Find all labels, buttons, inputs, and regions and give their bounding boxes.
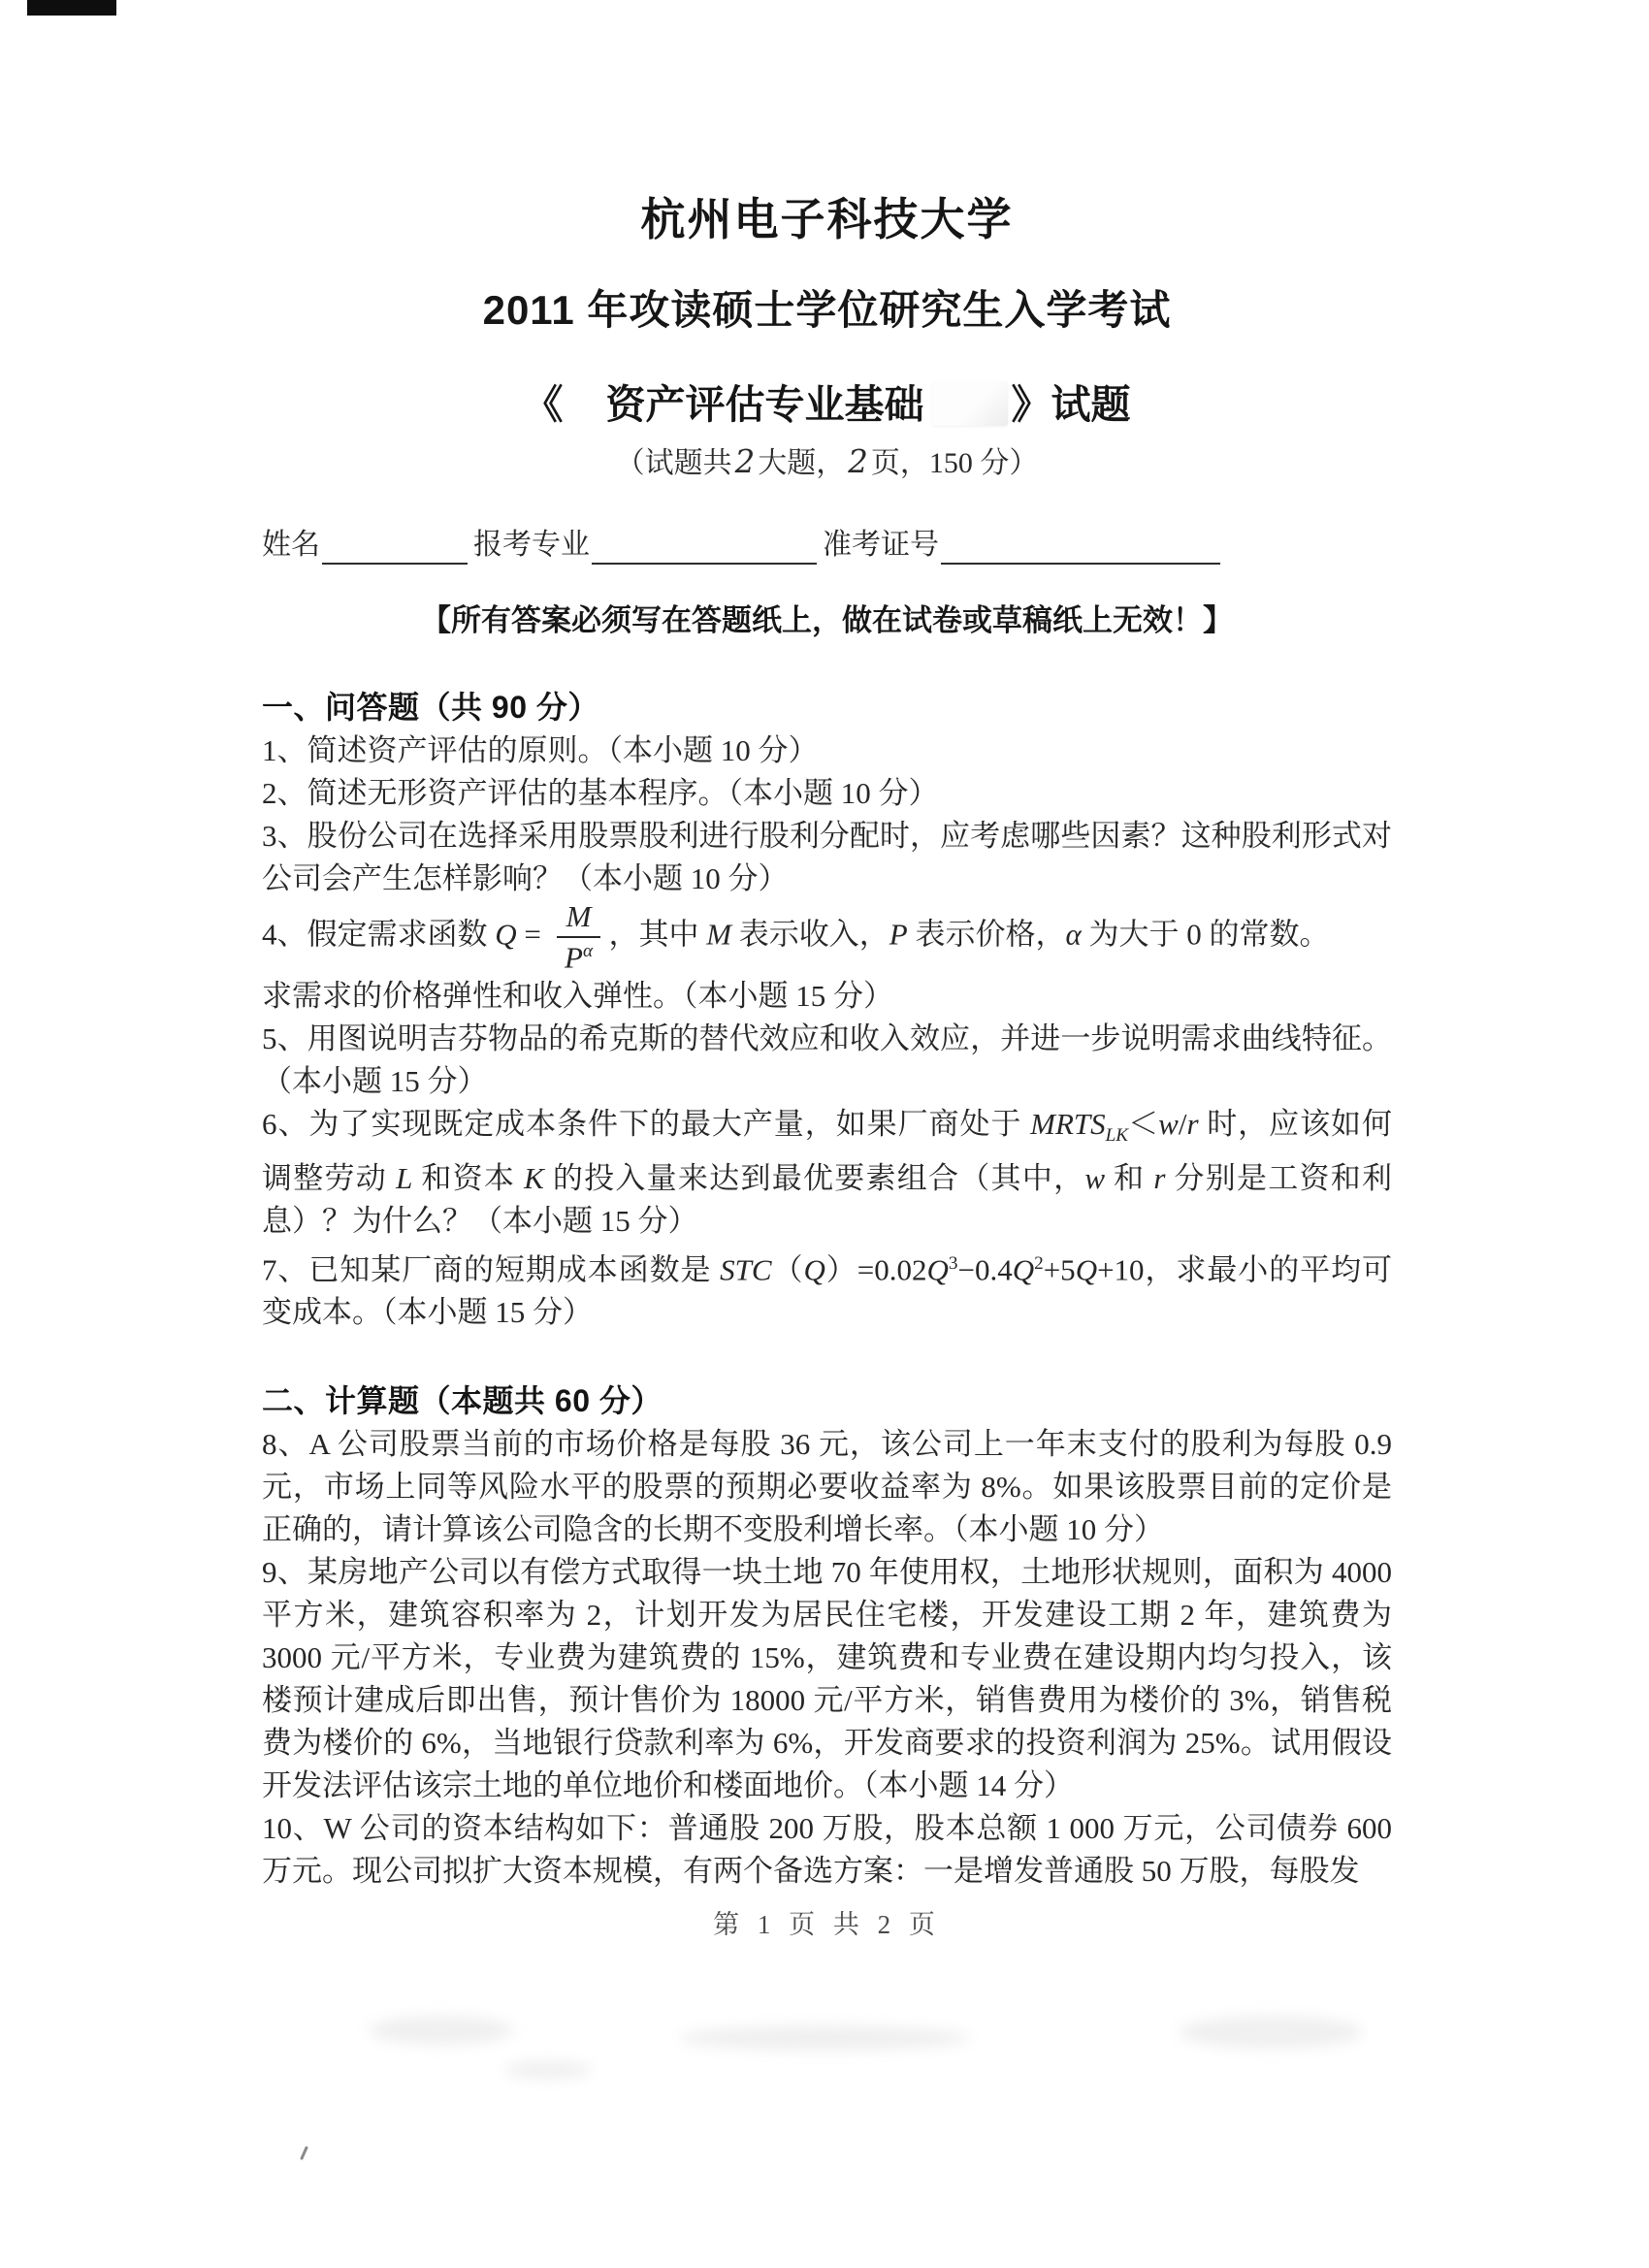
question-9: 9、某房地产公司以有偿方式取得一块土地 70 年使用权，土地形状规则，面积为 4000 平方米，建筑容积率为 2，计划开发为居民住宅楼，开发建设工期 2 年，建筑费为 3000 元/平方米，专业费为建筑费的 15%，建筑费和专业费在建设期内均匀投入，该楼预计建成后即出售，预计售价为 18000 元/平方米，销售费用为楼价的 3%，销售税费为楼价的 6%，当地银行贷款利率为 6%，开发商要求的投资利润为 25%。试用假设开发法评估该宗土地的单位地价和楼面地价。（本小题 14 分）: [262, 1555, 1392, 1803]
section-2: [262, 1378, 1392, 1893]
question-10: 10、W 公司的资本结构如下：普通股 200 万股，股本总额 1 000 万元，公司债券 600 万元。现公司拟扩大资本规模，有两个备选方案：一是增发普通股 50 万股，每股发: [262, 1811, 1392, 1889]
subject-suffix: 试题: [1051, 382, 1131, 427]
correction-patch: [932, 381, 1008, 426]
scan-tick-mark: [300, 2146, 308, 2160]
question-2: 2、简述无形资产评估的基本程序。（本小题 10 分）: [262, 776, 939, 810]
major-field-blank: [592, 530, 817, 565]
scan-smudge: [369, 2016, 514, 2045]
scan-smudge: [1179, 2016, 1363, 2049]
meta-line: （试题共2 大题，2 页，150 分）: [615, 443, 1039, 480]
candidate-fields-row: [262, 524, 1392, 567]
ticket-field-label: 准考证号: [823, 529, 939, 561]
scan-corner-mark: [27, 0, 116, 16]
scan-smudge: [504, 2061, 592, 2079]
question-5: 5、用图说明吉芬物品的希克斯的替代效应和收入效应，并进一步说明需求曲线特征。（本小题 15 分）: [262, 1021, 1392, 1098]
subject-title: 资产评估专业基础: [605, 382, 924, 427]
question-6: 6、为了实现既定成本条件下的最大产量，如果厂商处于 $MRTS_{LK}<w/r$ 时，应该如何调整劳动 L 和资本 K 的投入量来达到最优要素组合（其中，w 和 r 分别是工资和利息）？为什么？（本小题 15 分）: [262, 1106, 1393, 1238]
subject-line: [262, 380, 1392, 434]
ticket-field-blank: [941, 530, 1220, 565]
school-title: 杭州电子科技大学: [640, 194, 1014, 244]
subject-open-bracket: 《: [523, 382, 564, 427]
question-4: 求需求的价格弹性和收入弹性。（本小题 15 分）: [262, 978, 893, 1013]
scan-smudge: [679, 2025, 970, 2051]
answer-notice: 【所有答案必须写在答题纸上，做在试卷或草稿纸上无效！】: [421, 603, 1233, 637]
section-heading-2: 二、计算题（本题共 60 分）: [262, 1383, 663, 1419]
name-field-label: 姓名: [262, 529, 320, 561]
questions-area: [262, 685, 1392, 1893]
question-8: 8、A 公司股票当前的市场价格是每股 36 元，该公司上一年末支付的股利为每股 0.9 元，市场上同等风险水平的股票的预期必要收益率为 8%。如果该股票目前的定价是正确的，请计算该公司隐含的长期不变股利增长率。（本小题 10 分）: [262, 1427, 1392, 1547]
page-footer: 第 1 页 共 2 页: [713, 1910, 941, 1939]
subject-close-bracket: 》: [1011, 382, 1051, 427]
section-1: [262, 685, 1392, 1334]
major-field-label: 报考专业: [473, 529, 590, 561]
question-4: 4、假定需求函数 Q = $\frac{M}{P^\alpha}$ ，其中 M 表示收入，P 表示价格，α 为大于 0 的常数。: [262, 899, 1330, 975]
formula-fraction: $\frac{M}{P^\alpha}$: [557, 900, 601, 975]
question-7: 7、已知某厂商的短期成本函数是 $STC(Q)=0.02Q^3-0.4Q^2+5Q+10$，求最小的平均可变成本。（本小题 15 分）: [262, 1252, 1393, 1330]
exam-title: 2011 年攻读硕士学位研究生入学考试: [482, 287, 1172, 333]
question-3: 3、股份公司在选择采用股票股利进行股利分配时，应考虑哪些因素？这种股利形式对公司会产生怎样影响？（本小题 10 分）: [262, 819, 1392, 895]
question-1: 1、简述资产评估的原则。（本小题 10 分）: [262, 733, 819, 767]
section-heading-1: 一、问答题（共 90 分）: [262, 690, 599, 725]
name-field-blank: [322, 530, 468, 565]
